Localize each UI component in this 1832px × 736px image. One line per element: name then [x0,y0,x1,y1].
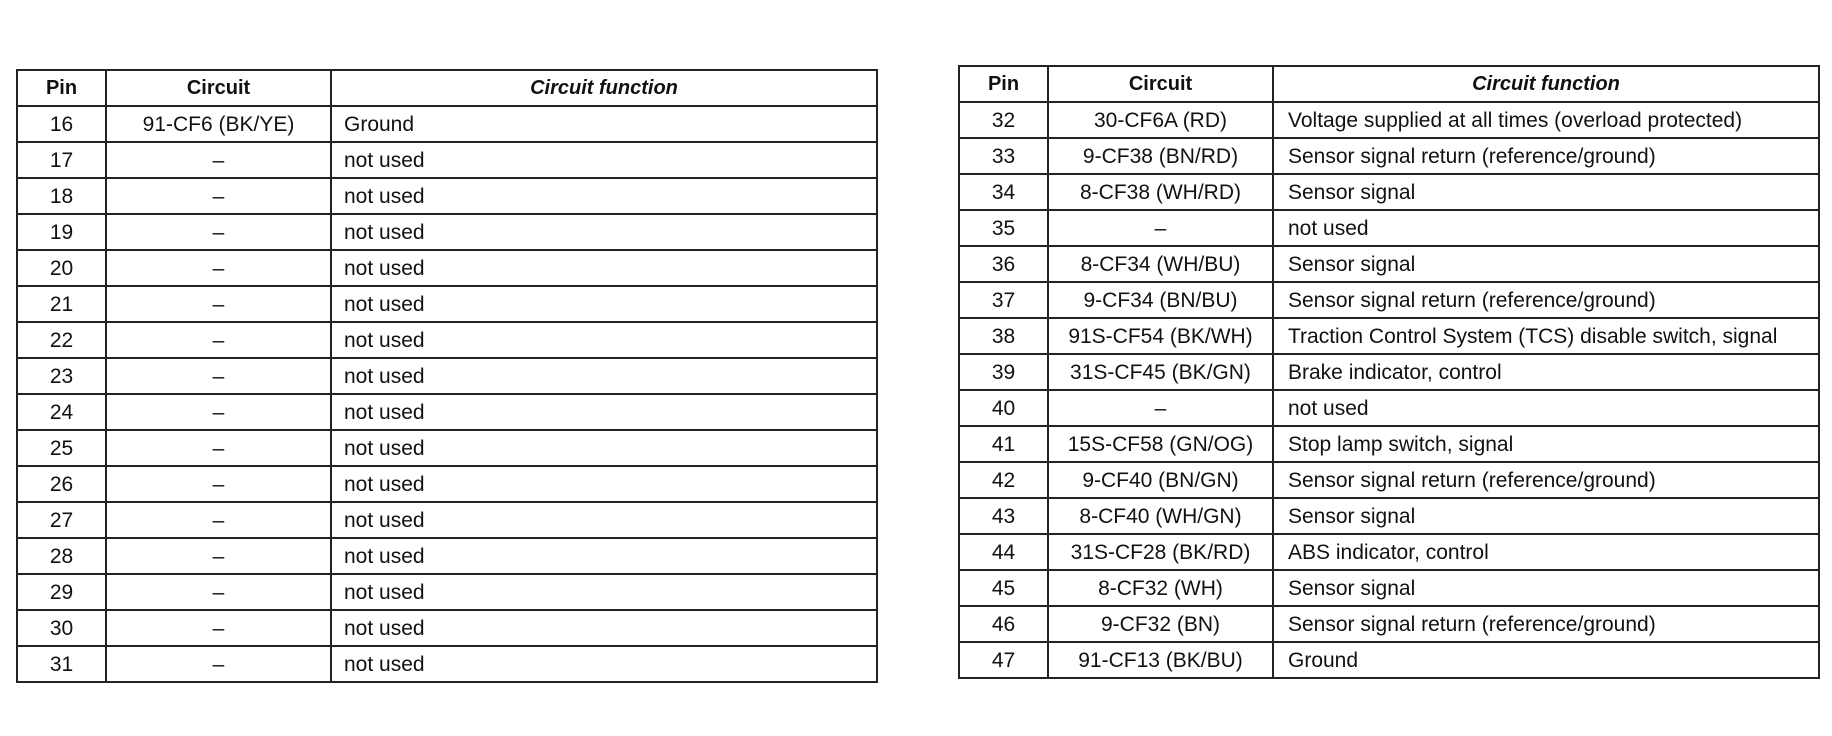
circuit-function-cell: not used [331,646,877,682]
circuit-function-cell: not used [331,178,877,214]
header-pin: Pin [17,70,106,106]
pin-cell: 34 [959,174,1048,210]
table-row [959,354,1819,390]
table-body [17,106,877,682]
table-row [17,250,877,286]
circuit-cell: 9-CF40 (BN/GN) [1048,462,1273,498]
table-row [17,502,877,538]
circuit-function-cell: Sensor signal [1273,498,1819,534]
table-row [17,142,877,178]
circuit-function-cell: Brake indicator, control [1273,354,1819,390]
circuit-cell: 9-CF38 (BN/RD) [1048,138,1273,174]
table-body [959,102,1819,678]
table-row [959,606,1819,642]
table-row [17,538,877,574]
circuit-function-cell: not used [331,610,877,646]
circuit-cell: – [106,358,331,394]
pin-cell: 41 [959,426,1048,462]
table-row [17,394,877,430]
circuit-function-cell: not used [331,250,877,286]
pin-cell: 31 [17,646,106,682]
circuit-function-cell: Voltage supplied at all times (overload protected) [1273,102,1819,138]
pin-cell: 24 [17,394,106,430]
circuit-function-cell: not used [331,574,877,610]
circuit-cell: 91-CF6 (BK/YE) [106,106,331,142]
circuit-function-cell: Sensor signal [1273,174,1819,210]
circuit-function-cell: ABS indicator, control [1273,534,1819,570]
circuit-function-cell: not used [331,394,877,430]
pin-cell: 16 [17,106,106,142]
pin-cell: 39 [959,354,1048,390]
pin-cell: 25 [17,430,106,466]
table-row [17,574,877,610]
table-row [17,178,877,214]
circuit-cell: 30-CF6A (RD) [1048,102,1273,138]
circuit-function-cell: Sensor signal [1273,246,1819,282]
circuit-cell: – [106,250,331,286]
table-row [959,318,1819,354]
circuit-function-cell: not used [331,142,877,178]
circuit-cell: – [106,214,331,250]
circuit-cell: 15S-CF58 (GN/OG) [1048,426,1273,462]
pin-cell: 20 [17,250,106,286]
circuit-function-cell: not used [331,286,877,322]
circuit-cell: 8-CF34 (WH/BU) [1048,246,1273,282]
header-pin: Pin [959,66,1048,102]
circuit-cell: – [106,646,331,682]
circuit-cell: 8-CF40 (WH/GN) [1048,498,1273,534]
circuit-function-cell: Traction Control System (TCS) disable switch, signal [1273,318,1819,354]
circuit-cell: 91-CF13 (BK/BU) [1048,642,1273,678]
table-row [17,466,877,502]
pin-cell: 29 [17,574,106,610]
pin-cell: 21 [17,286,106,322]
circuit-function-cell: not used [331,322,877,358]
circuit-cell: – [106,286,331,322]
header-circuit-function: Circuit function [1273,66,1819,102]
pin-cell: 32 [959,102,1048,138]
table-row [17,214,877,250]
pin-cell: 35 [959,210,1048,246]
table-row [17,322,877,358]
table-row [17,106,877,142]
table-row [959,426,1819,462]
pin-cell: 18 [17,178,106,214]
pin-cell: 33 [959,138,1048,174]
table-header-row [17,70,877,106]
circuit-cell: – [106,394,331,430]
circuit-function-cell: Stop lamp switch, signal [1273,426,1819,462]
circuit-function-cell: not used [331,430,877,466]
table-row [959,390,1819,426]
circuit-cell: – [106,430,331,466]
circuit-function-cell: Sensor signal return (reference/ground) [1273,606,1819,642]
header-circuit: Circuit [106,70,331,106]
circuit-function-cell: Ground [331,106,877,142]
table-row [959,138,1819,174]
header-circuit-function: Circuit function [331,70,877,106]
circuit-cell: 8-CF38 (WH/RD) [1048,174,1273,210]
table-row [17,610,877,646]
pin-cell: 40 [959,390,1048,426]
table-row [959,570,1819,606]
table-row [959,174,1819,210]
circuit-cell: – [106,610,331,646]
table-row [17,430,877,466]
circuit-cell: – [106,178,331,214]
circuit-function-cell: not used [1273,390,1819,426]
pin-cell: 42 [959,462,1048,498]
header-circuit: Circuit [1048,66,1273,102]
table-row [17,286,877,322]
circuit-cell: – [1048,390,1273,426]
circuit-function-cell: not used [331,358,877,394]
circuit-function-cell: not used [331,502,877,538]
circuit-function-cell: Ground [1273,642,1819,678]
table-row [959,534,1819,570]
circuit-cell: – [106,574,331,610]
pin-cell: 30 [17,610,106,646]
pin-cell: 38 [959,318,1048,354]
pin-cell: 47 [959,642,1048,678]
circuit-cell: 9-CF32 (BN) [1048,606,1273,642]
circuit-function-cell: not used [1273,210,1819,246]
pin-cell: 45 [959,570,1048,606]
pin-cell: 26 [17,466,106,502]
pin-cell: 28 [17,538,106,574]
table-row [959,102,1819,138]
table-row [959,210,1819,246]
circuit-cell: – [106,538,331,574]
table-row [17,358,877,394]
table-row [959,642,1819,678]
circuit-cell: 31S-CF28 (BK/RD) [1048,534,1273,570]
circuit-function-cell: not used [331,466,877,502]
circuit-cell: – [106,466,331,502]
pin-cell: 36 [959,246,1048,282]
circuit-function-cell: Sensor signal [1273,570,1819,606]
pin-cell: 23 [17,358,106,394]
table-header-row [959,66,1819,102]
pin-cell: 19 [17,214,106,250]
pin-cell: 17 [17,142,106,178]
pin-table-right [958,65,1820,679]
circuit-cell: 31S-CF45 (BK/GN) [1048,354,1273,390]
table-row [959,282,1819,318]
table-row [959,462,1819,498]
circuit-function-cell: not used [331,214,877,250]
circuit-cell: – [106,142,331,178]
table-row [959,498,1819,534]
circuit-function-cell: Sensor signal return (reference/ground) [1273,138,1819,174]
pin-cell: 44 [959,534,1048,570]
circuit-function-cell: not used [331,538,877,574]
pin-cell: 46 [959,606,1048,642]
circuit-cell: – [106,502,331,538]
circuit-cell: – [106,322,331,358]
circuit-function-cell: Sensor signal return (reference/ground) [1273,462,1819,498]
pin-cell: 22 [17,322,106,358]
pin-cell: 43 [959,498,1048,534]
circuit-cell: 8-CF32 (WH) [1048,570,1273,606]
pin-cell: 37 [959,282,1048,318]
table-row [959,246,1819,282]
circuit-cell: – [1048,210,1273,246]
table-row [17,646,877,682]
circuit-cell: 9-CF34 (BN/BU) [1048,282,1273,318]
pin-table-left [16,69,878,683]
circuit-cell: 91S-CF54 (BK/WH) [1048,318,1273,354]
pin-cell: 27 [17,502,106,538]
circuit-function-cell: Sensor signal return (reference/ground) [1273,282,1819,318]
